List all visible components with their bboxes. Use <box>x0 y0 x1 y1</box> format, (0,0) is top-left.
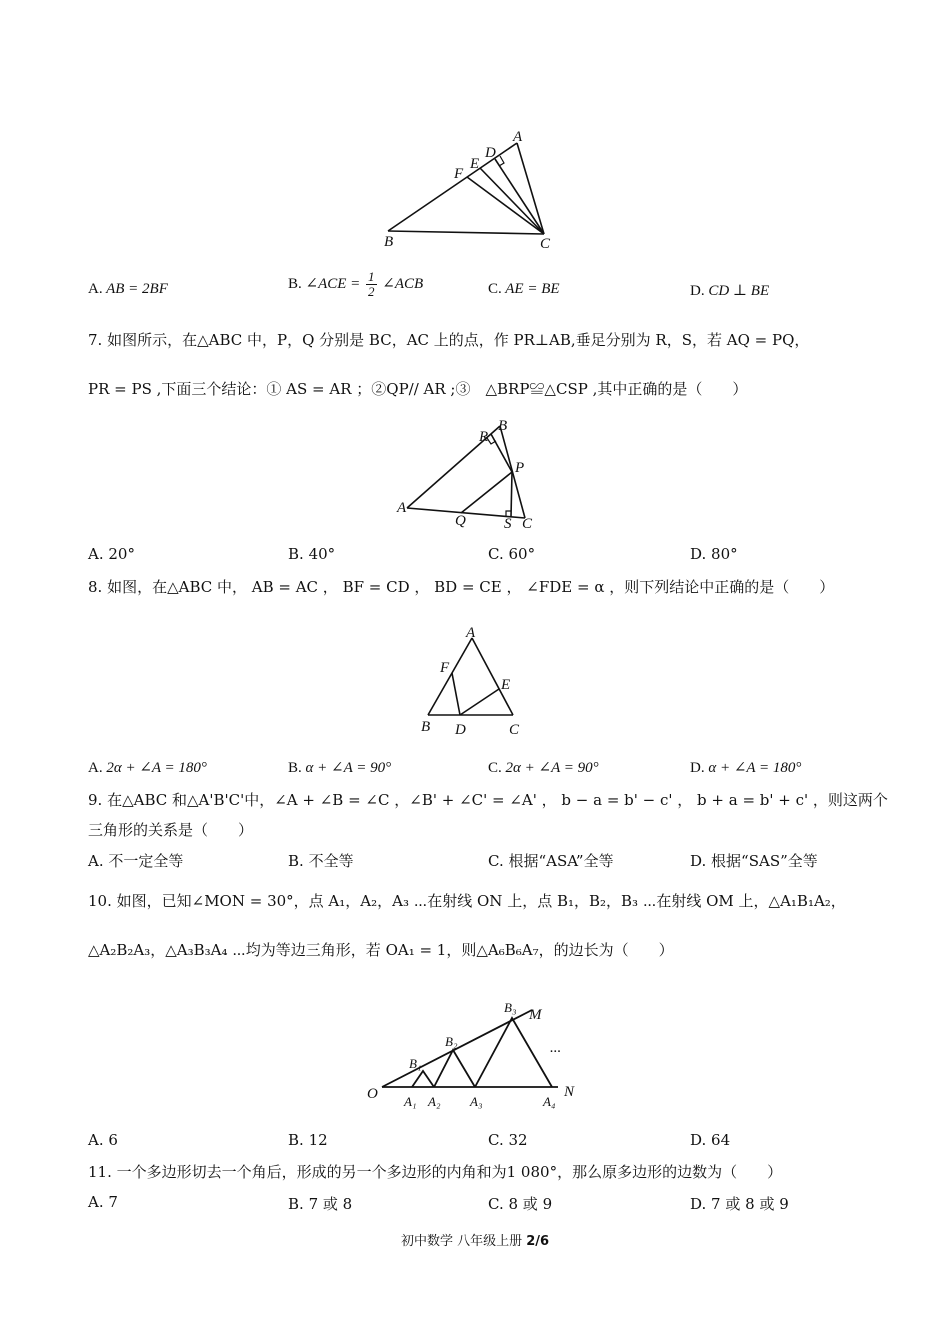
q11-option-c[interactable]: C. 8 或 9 <box>488 1195 553 1213</box>
q7-label-c: C <box>522 516 533 532</box>
q10-label-m: M <box>529 1007 542 1023</box>
q10-label-b1: B₁ <box>409 1056 422 1071</box>
q11-option-b[interactable]: B. 7 或 8 <box>288 1195 353 1213</box>
q10-label-a2: A₂ <box>428 1094 441 1109</box>
q7-question-line1: 7. 如图所示，在△ABC 中，P，Q 分别是 BC，AC 上的点，作 PR⊥AB,垂足分别为 R，S，若 AQ = PQ， <box>88 331 810 349</box>
q6-option-b[interactable]: B. ∠ACE = $\frac{1}{2}$ ∠ACB <box>288 269 424 299</box>
q6-option-a[interactable]: A. AB = 2BF <box>88 281 168 297</box>
q7-question-line2: PR = PS ,下面三个结论：① AS = AR ；②QP// AR ;③ △BRP≌△CSP ,其中正确的是（ ） <box>88 380 748 398</box>
q8-label-a: A <box>466 625 476 641</box>
q9-option-d[interactable]: D. 根据“SAS”全等 <box>690 852 818 870</box>
q9-option-b[interactable]: B. 不全等 <box>288 852 354 870</box>
q11-option-d[interactable]: D. 7 或 8 或 9 <box>690 1195 789 1213</box>
q6-label-d: D <box>485 145 496 161</box>
q8-option-b[interactable]: B. α + ∠A = 90° <box>288 760 392 776</box>
q8-option-d[interactable]: D. α + ∠A = 180° <box>690 760 802 776</box>
q6-label-e: E <box>470 156 480 172</box>
q7-label-p: P <box>515 460 525 476</box>
q7-option-a[interactable]: A. 20° <box>88 545 135 563</box>
q6-label-b: B <box>384 234 394 250</box>
q10-label-n: N <box>564 1084 575 1100</box>
q9-option-c[interactable]: C. 根据“ASA”全等 <box>488 852 614 870</box>
q8-option-c[interactable]: C. 2α + ∠A = 90° <box>488 760 599 776</box>
q6-option-d[interactable]: D. CD ⊥ BE <box>690 283 770 299</box>
q10-option-a[interactable]: A. 6 <box>88 1131 118 1149</box>
q7-label-q: Q <box>455 513 466 529</box>
q9-option-a[interactable]: A. 不一定全等 <box>88 852 184 870</box>
q10-label-a4: A₄ <box>543 1094 556 1109</box>
q7-option-c[interactable]: C. 60° <box>488 545 536 563</box>
q8-label-e: E <box>501 677 511 693</box>
q9-question-line1: 9. 在△ABC 和△A'B'C'中，∠A + ∠B = ∠C ，∠B' + ∠C' = ∠A' ， b − a = b' − c' ， b + a = b' + c' ，则这两个 <box>88 791 888 809</box>
q6-label-c: C <box>540 236 551 252</box>
q8-label-b: B <box>421 719 431 735</box>
q11-question-line1: 11. 一个多边形切去一个角后，形成的另一个多边形的内角和为1 080°，那么原多边形的边数为（ ） <box>88 1163 783 1181</box>
q10-label-a3: A₃ <box>470 1094 483 1109</box>
q6-figure <box>380 128 560 253</box>
q8-question-line1: 8. 如图，在△ABC 中， AB = AC ， BF = CD ， BD = CE ， ∠FDE = α ，则下列结论中正确的是（ ） <box>88 578 835 596</box>
q10-option-c[interactable]: C. 32 <box>488 1131 528 1149</box>
q6-label-f: F <box>454 166 464 182</box>
q7-label-s: S <box>504 516 512 532</box>
q10-question-line2: △A₂B₂A₃，△A₃B₃A₄ ⋯均为等边三角形，若 OA₁ = 1，则△A₆B₆A₇，的边长为（ ） <box>88 941 674 959</box>
footer-title: 初中数学 八年级上册 <box>400 1234 523 1249</box>
q8-option-a[interactable]: A. 2α + ∠A = 180° <box>88 760 207 776</box>
q7-label-r: R <box>479 429 489 445</box>
q10-label-b3: B₃ <box>504 1000 517 1015</box>
q7-option-d[interactable]: D. 80° <box>690 545 738 563</box>
q10-label-o: O <box>367 1086 378 1102</box>
q10-option-d[interactable]: D. 64 <box>690 1131 731 1149</box>
q8-label-c: C <box>509 722 520 738</box>
q9-question-line2: 三角形的关系是（ ） <box>88 821 254 839</box>
q8-label-f: F <box>440 660 450 676</box>
one-half-fraction: $\frac{1}{2}$ <box>368 269 375 299</box>
q6-label-a: A <box>513 129 523 145</box>
q8-figure <box>415 622 530 740</box>
q7-label-b: B <box>498 418 508 434</box>
q10-option-b[interactable]: B. 12 <box>288 1131 328 1149</box>
q11-option-a[interactable]: A. 7 <box>88 1193 118 1211</box>
q8-label-d: D <box>455 722 466 738</box>
q7-label-a: A <box>397 500 407 516</box>
q6-option-c[interactable]: C. AE = BE <box>488 281 560 297</box>
q10-question-line1: 10. 如图，已知∠MON = 30°，点 A₁，A₂，A₃ ⋯在射线 ON 上，点 B₁，B₂，B₃ ⋯在射线 OM 上，△A₁B₁A₂， <box>88 892 846 910</box>
q7-option-b[interactable]: B. 40° <box>288 545 336 563</box>
page-number: 2/6 <box>526 1234 550 1249</box>
page-footer <box>0 1230 950 1249</box>
q7-figure <box>395 418 545 533</box>
q10-label-b2: B₂ <box>445 1034 458 1049</box>
q10-label-a1: A₁ <box>404 1094 417 1109</box>
q10-label-ellipsis: ... <box>550 1040 562 1056</box>
q10-figure <box>362 992 592 1110</box>
